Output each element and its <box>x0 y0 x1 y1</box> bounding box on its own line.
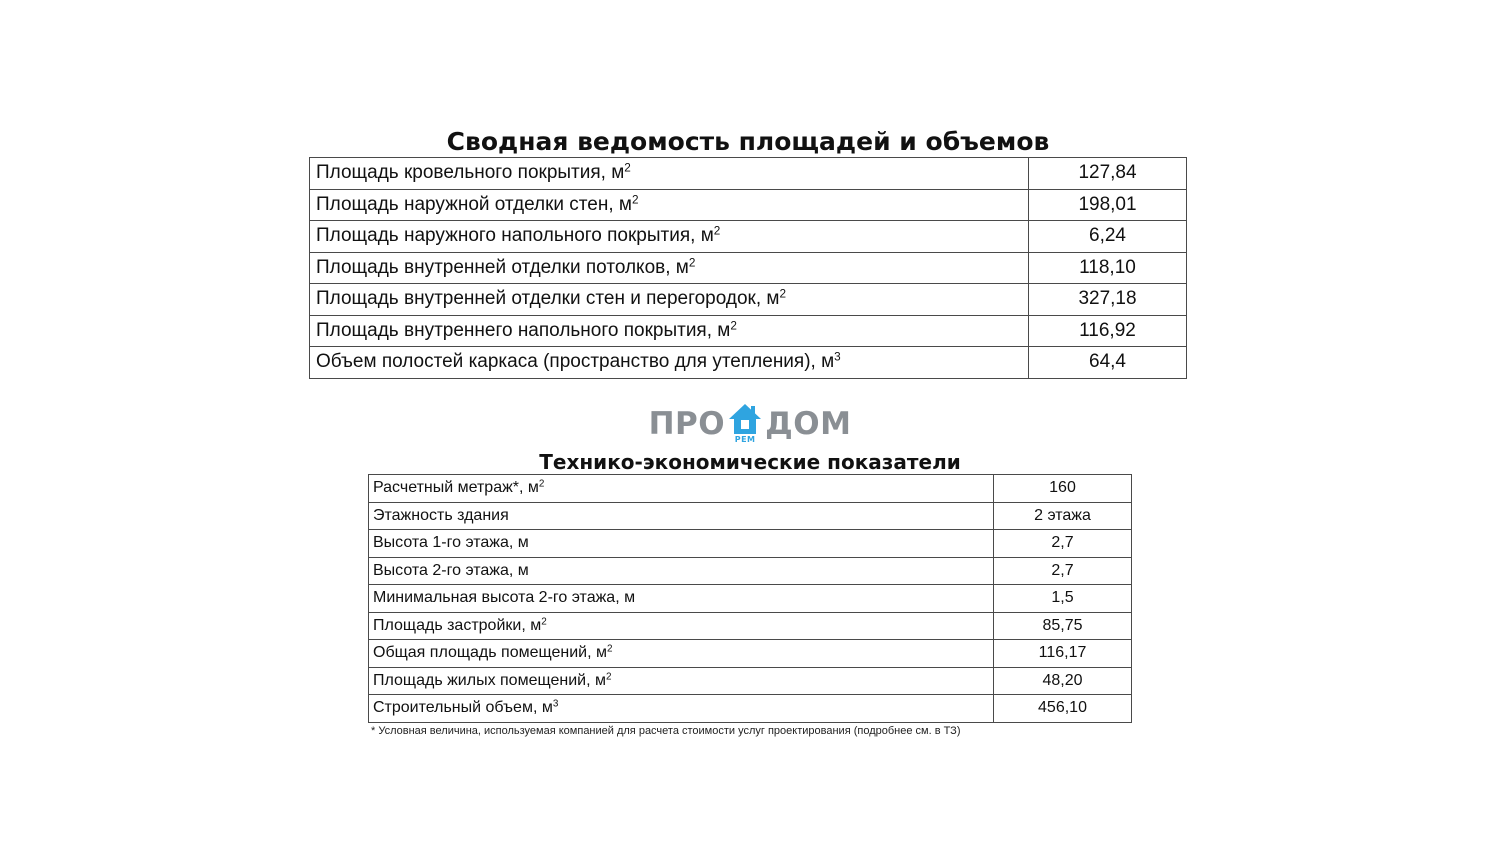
summary-table <box>309 157 1187 379</box>
summary-section <box>309 124 1187 379</box>
row-value: 327,18 <box>1029 284 1187 316</box>
row-label: Объем полостей каркаса (пространство для утепления), $м^3$ <box>310 347 1029 379</box>
row-label: Площадь наружного напольного покрытия, $м^2$ <box>310 221 1029 253</box>
row-label: Минимальная высота 2-го этажа, м <box>369 585 994 613</box>
row-label: Площадь внутреннего напольного покрытия, $м^2$ <box>310 315 1029 347</box>
row-label: Площадь наружной отделки стен, $м^2$ <box>310 189 1029 221</box>
row-label: Высота 2-го этажа, м <box>369 557 994 585</box>
table-row <box>369 475 1132 503</box>
tep-title: Технико-экономические показатели <box>539 450 961 474</box>
house-icon <box>727 402 763 446</box>
row-label: Площадь внутренней отделки потолков, $м^2$ <box>310 252 1029 284</box>
table-row <box>369 502 1132 530</box>
table-row <box>310 252 1187 284</box>
summary-title: Сводная ведомость площадей и объемов <box>446 127 1050 156</box>
row-label: Площадь застройки, $м^2$ <box>369 612 994 640</box>
table-row <box>310 221 1187 253</box>
row-value: 64,4 <box>1029 347 1187 379</box>
company-logo <box>0 402 1500 446</box>
table-row <box>369 667 1132 695</box>
row-value: 48,20 <box>994 667 1132 695</box>
row-value: 2,7 <box>994 557 1132 585</box>
table-row <box>310 347 1187 379</box>
table-row <box>369 612 1132 640</box>
row-value: 160 <box>994 475 1132 503</box>
logo-subtext: РЕМ <box>734 435 756 444</box>
row-value: 85,75 <box>994 612 1132 640</box>
table-row <box>369 695 1132 723</box>
table-row <box>369 640 1132 668</box>
row-value: 127,84 <box>1029 158 1187 190</box>
tep-table <box>368 474 1132 723</box>
row-value: 6,24 <box>1029 221 1187 253</box>
row-label: Общая площадь помещений, $м^2$ <box>369 640 994 668</box>
logo-text-left: ПРО <box>648 406 726 442</box>
footnote: * Условная величина, используемая компанией для расчета стоимости услуг проектирования (подробнее см. в ТЗ) <box>371 725 961 737</box>
row-value: 198,01 <box>1029 189 1187 221</box>
table-row <box>310 158 1187 190</box>
row-value: 118,10 <box>1029 252 1187 284</box>
row-label: Строительный объем, $м^3$ <box>369 695 994 723</box>
row-label: Этажность здания <box>369 502 994 530</box>
logo-text-right: ДОМ <box>765 406 852 442</box>
table-row <box>310 284 1187 316</box>
table-row <box>310 315 1187 347</box>
row-value: 116,17 <box>994 640 1132 668</box>
row-label: Высота 1-го этажа, м <box>369 530 994 558</box>
table-row <box>310 189 1187 221</box>
table-row <box>369 585 1132 613</box>
row-value: 2 этажа <box>994 502 1132 530</box>
row-label: Площадь внутренней отделки стен и перегородок, $м^2$ <box>310 284 1029 316</box>
row-label: Площадь кровельного покрытия, $м^2$ <box>310 158 1029 190</box>
table-row <box>369 530 1132 558</box>
row-value: 456,10 <box>994 695 1132 723</box>
tep-section <box>368 448 1132 723</box>
row-label: Расчетный метраж*, $м^2$ <box>369 475 994 503</box>
table-row <box>369 557 1132 585</box>
row-value: 1,5 <box>994 585 1132 613</box>
row-label: Площадь жилых помещений, $м^2$ <box>369 667 994 695</box>
row-value: 2,7 <box>994 530 1132 558</box>
row-value: 116,92 <box>1029 315 1187 347</box>
